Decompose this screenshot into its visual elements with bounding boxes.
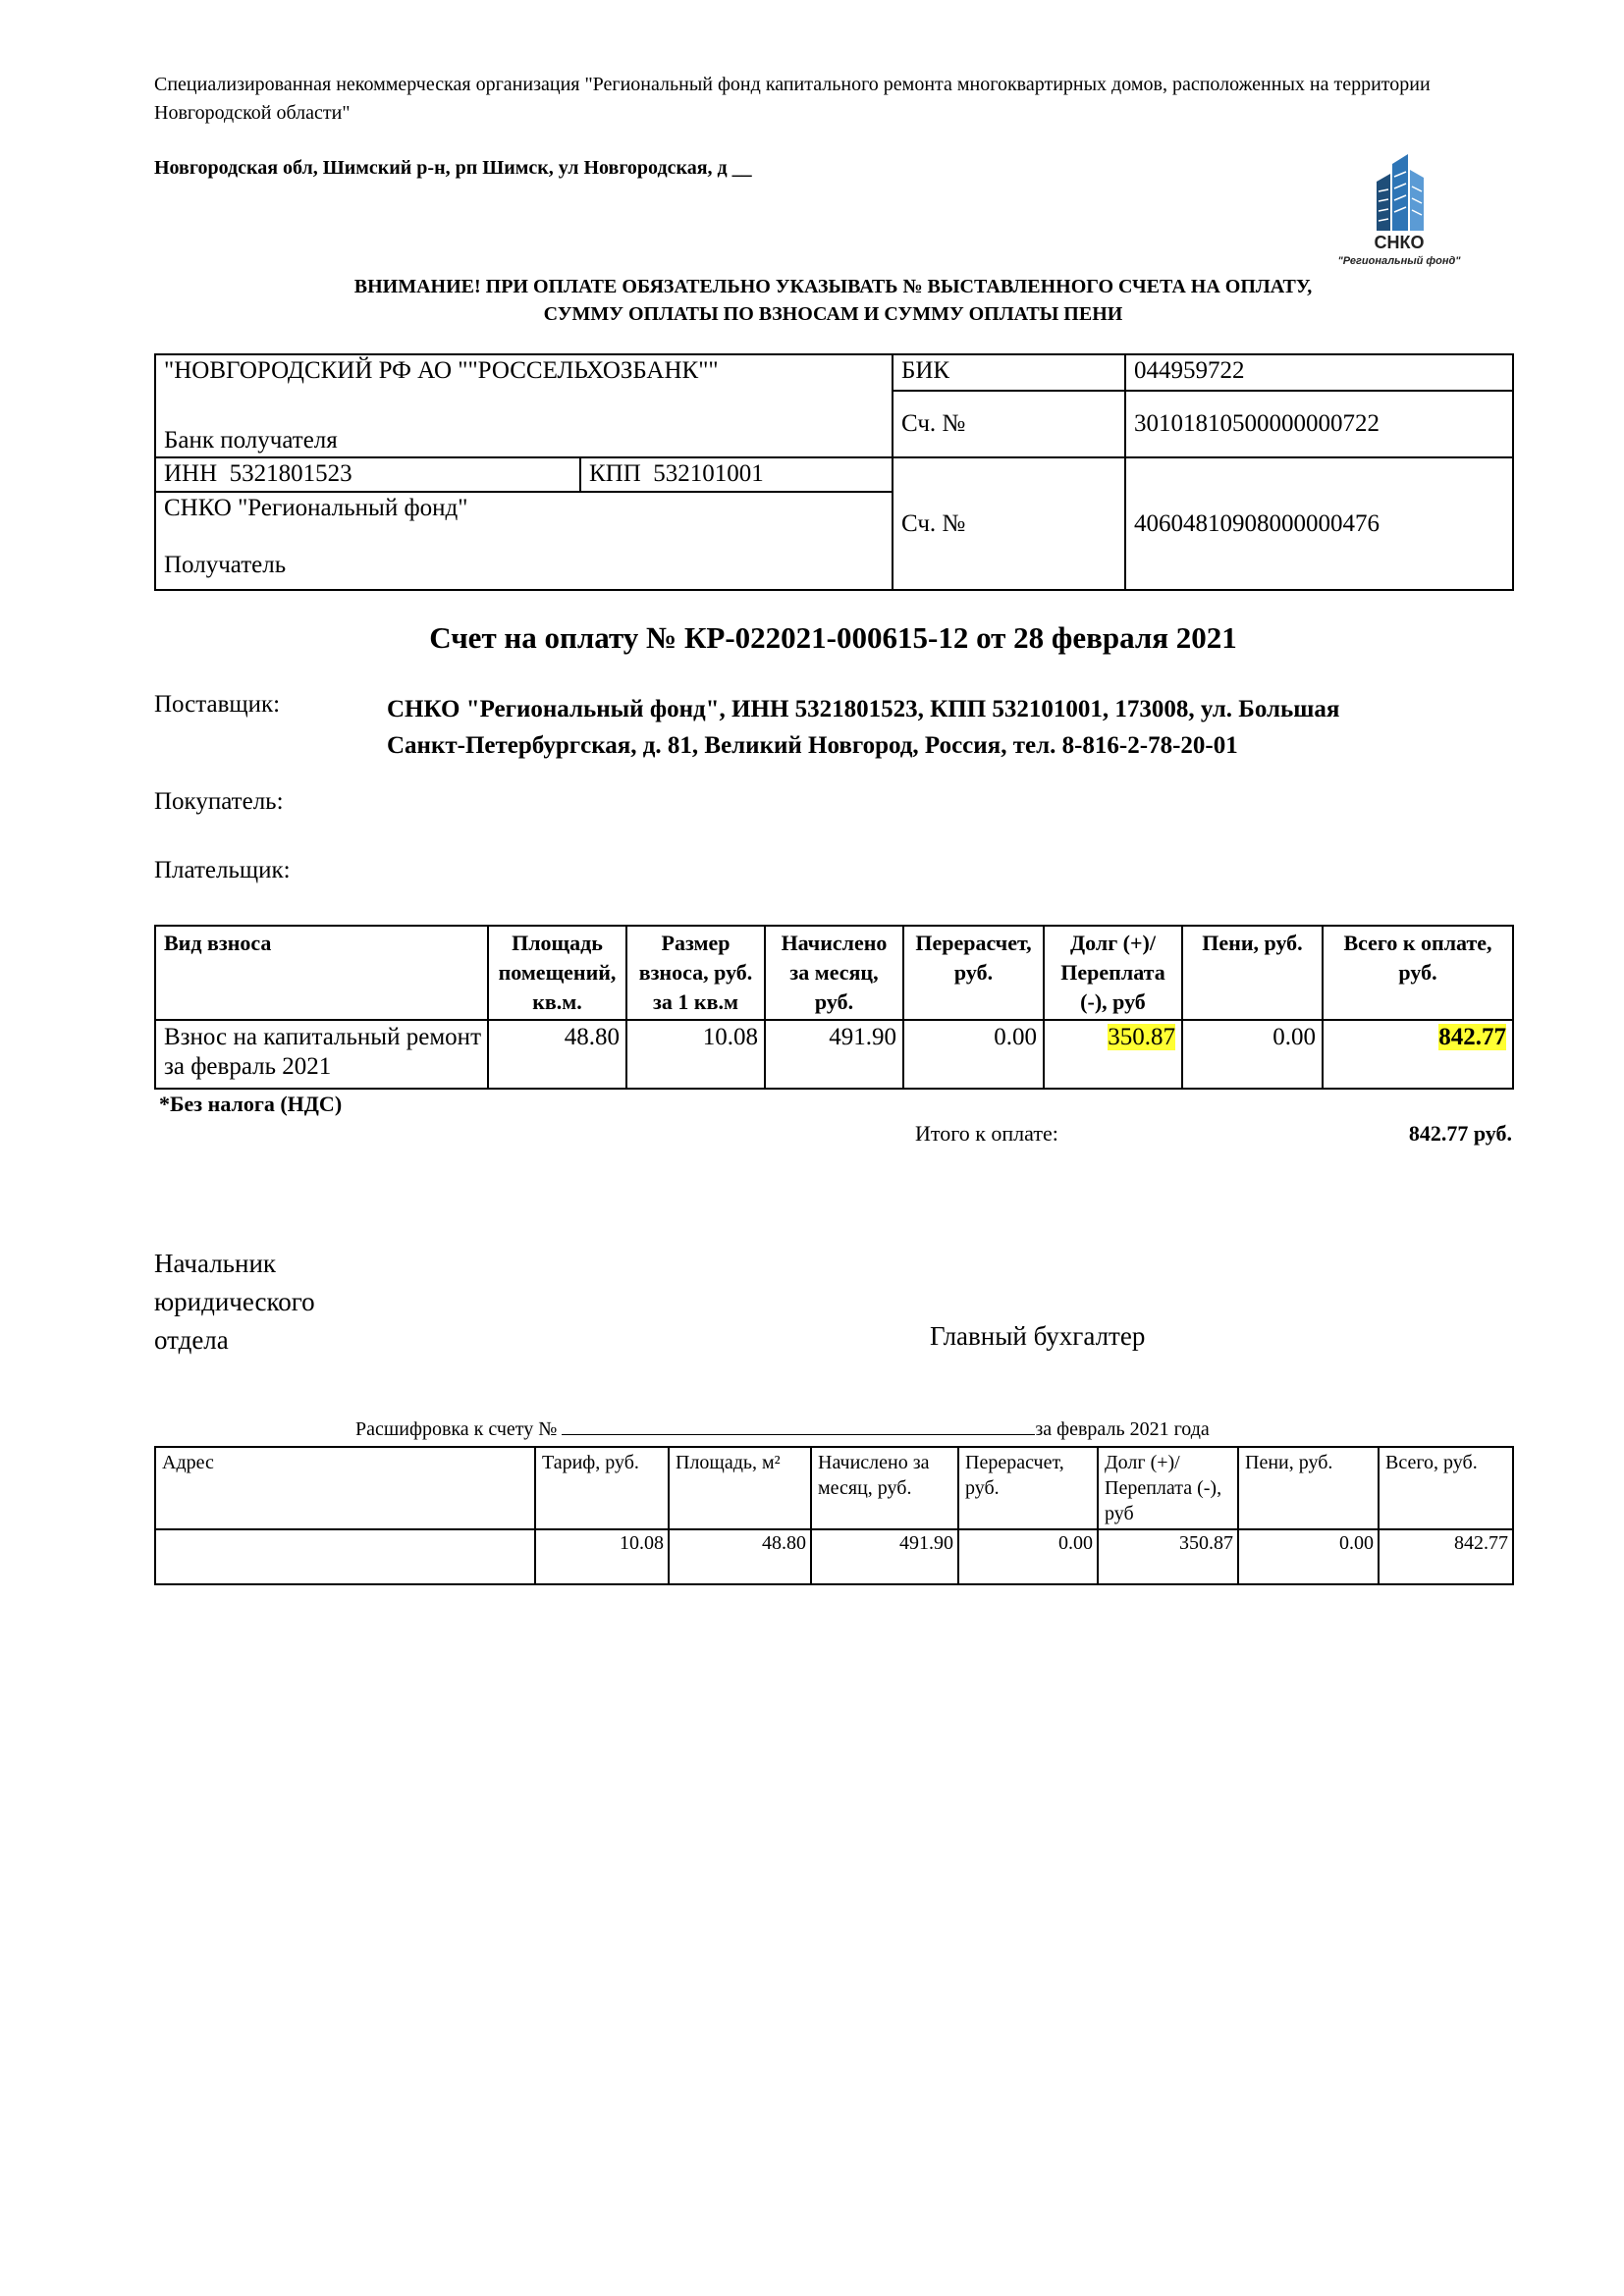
header-penalty: Пени, руб. <box>1182 926 1323 1020</box>
decode-header-address: Адрес <box>155 1447 535 1529</box>
supplier-details <box>387 691 1516 764</box>
decode-tariff: 10.08 <box>535 1529 669 1584</box>
header-debt: Долг (+)/ Переплата (-), руб <box>1044 926 1182 1020</box>
row-debt-cell <box>1044 1020 1182 1089</box>
kpp-cell <box>580 457 893 492</box>
inn-cell <box>155 457 580 492</box>
kpp-value: 532101001 <box>653 460 764 487</box>
decode-header-area: Площадь, м² <box>669 1447 811 1529</box>
table-row <box>155 1020 1513 1089</box>
bank-details-table <box>154 353 1514 591</box>
decode-caption <box>355 1416 1210 1441</box>
header-total: Всего к оплате, руб. <box>1323 926 1513 1020</box>
row-penalty: 0.00 <box>1182 1020 1323 1089</box>
invoice-number-blank <box>562 1416 1035 1435</box>
decode-header-charged: Начислено за месяц, руб. <box>811 1447 958 1529</box>
total-value: 842.77 руб. <box>1408 1121 1512 1146</box>
kpp-label: КПП <box>589 460 641 487</box>
row-area: 48.80 <box>488 1020 626 1089</box>
bank-name: "НОВГОРОДСКИЙ РФ АО ""РОССЕЛЬХОЗБАНК"" <box>155 354 893 391</box>
header-recalc: Перерасчет, руб. <box>903 926 1044 1020</box>
decode-header-total: Всего, руб. <box>1379 1447 1513 1529</box>
supplier-line-2: Санкт-Петербургская, д. 81, Великий Новгород, Россия, тел. 8-816-2-78-20-01 <box>387 732 1238 759</box>
decode-suffix: за февраль 2021 года <box>1035 1418 1210 1440</box>
inn-label: ИНН <box>164 460 218 487</box>
total-label: Итого к оплате: <box>915 1121 1058 1146</box>
row-debt: 350.87 <box>1108 1024 1175 1050</box>
property-address: Новгородская обл, Шимский р-н, рп Шимск, ул Новгородская, д __ <box>154 157 752 179</box>
attention-line-1: ВНИМАНИЕ! ПРИ ОПЛАТЕ ОБЯЗАТЕЛЬНО УКАЗЫВАТЬ № ВЫСТАВЛЕННОГО СЧЕТА НА ОПЛАТУ, <box>353 276 1313 297</box>
recipient-label: Получатель <box>164 552 287 578</box>
organization-name: Специализированная некоммерческая организация "Региональный фонд капитального ремонта многоквартирных домов, расположенных на территории Новгородской области" <box>154 74 1431 124</box>
row-description: Взнос на капитальный ремонт за февраль 2021 <box>155 1020 488 1089</box>
decode-table <box>154 1446 1514 1585</box>
head-signature <box>154 1245 315 1360</box>
payment-attention-notice <box>154 273 1512 328</box>
recipient-cell <box>155 492 893 590</box>
bank-label: Банк получателя <box>155 391 893 457</box>
decode-address <box>155 1529 535 1584</box>
snko-logo <box>1296 142 1483 270</box>
decode-total: 842.77 <box>1379 1529 1513 1584</box>
decode-header-debt: Долг (+)/ Переплата (-), руб <box>1098 1447 1238 1529</box>
head-title-line-3: отдела <box>154 1325 229 1355</box>
recipient-account-label: Сч. № <box>893 457 1125 590</box>
accountant-signature: Главный бухгалтер <box>930 1321 1146 1351</box>
row-total-cell <box>1323 1020 1513 1089</box>
supplier-line-1: СНКО "Региональный фонд", ИНН 5321801523, КПП 532101001, 173008, ул. Большая <box>387 696 1340 722</box>
decode-prefix: Расшифровка к счету № <box>355 1418 558 1440</box>
corr-account-label: Сч. № <box>893 391 1125 457</box>
no-vat-note: *Без налога (НДС) <box>159 1092 343 1116</box>
bik-value: 044959722 <box>1125 354 1513 391</box>
decode-header-row <box>155 1447 1513 1529</box>
recipient-account-value: 40604810908000000476 <box>1125 457 1513 590</box>
building-logo-icon <box>1296 142 1483 270</box>
decode-header-penalty: Пени, руб. <box>1238 1447 1379 1529</box>
row-rate: 10.08 <box>626 1020 765 1089</box>
logo-text: СНКО <box>1374 233 1425 252</box>
decode-recalc: 0.00 <box>958 1529 1098 1584</box>
row-total: 842.77 <box>1438 1024 1506 1050</box>
inn-value: 5321801523 <box>229 460 352 487</box>
supplier-label: Поставщик: <box>154 691 281 718</box>
corr-account-value: 30101810500000000722 <box>1125 391 1513 457</box>
attention-line-2: СУММУ ОПЛАТЫ ПО ВЗНОСАМ И СУММУ ОПЛАТЫ ПЕНИ <box>543 303 1123 325</box>
invoice-title: Счет на оплату № КР-022021-000615-12 от 28 февраля 2021 <box>429 620 1237 655</box>
decode-charged: 491.90 <box>811 1529 958 1584</box>
decode-header-recalc: Перерасчет, руб. <box>958 1447 1098 1529</box>
recipient-name: СНКО "Региональный фонд" <box>164 495 468 521</box>
decode-penalty: 0.00 <box>1238 1529 1379 1584</box>
decode-area: 48.80 <box>669 1529 811 1584</box>
charges-table <box>154 925 1514 1090</box>
decode-debt: 350.87 <box>1098 1529 1238 1584</box>
buyer-label: Покупатель: <box>154 788 284 815</box>
header-area: Площадь помещений, кв.м. <box>488 926 626 1020</box>
bik-label: БИК <box>893 354 1125 391</box>
row-recalc: 0.00 <box>903 1020 1044 1089</box>
table-header-row <box>155 926 1513 1020</box>
header-charged: Начислено за месяц, руб. <box>765 926 903 1020</box>
decode-header-tariff: Тариф, руб. <box>535 1447 669 1529</box>
head-title-line-2: юридического <box>154 1287 315 1316</box>
header-rate: Размер взноса, руб. за 1 кв.м <box>626 926 765 1020</box>
header-contribution-type: Вид взноса <box>155 926 488 1020</box>
payer-label: Плательщик: <box>154 857 291 883</box>
logo-subtext: "Региональный фонд" <box>1337 255 1461 267</box>
table-row <box>155 1529 1513 1584</box>
head-title-line-1: Начальник <box>154 1249 277 1278</box>
row-charged: 491.90 <box>765 1020 903 1089</box>
